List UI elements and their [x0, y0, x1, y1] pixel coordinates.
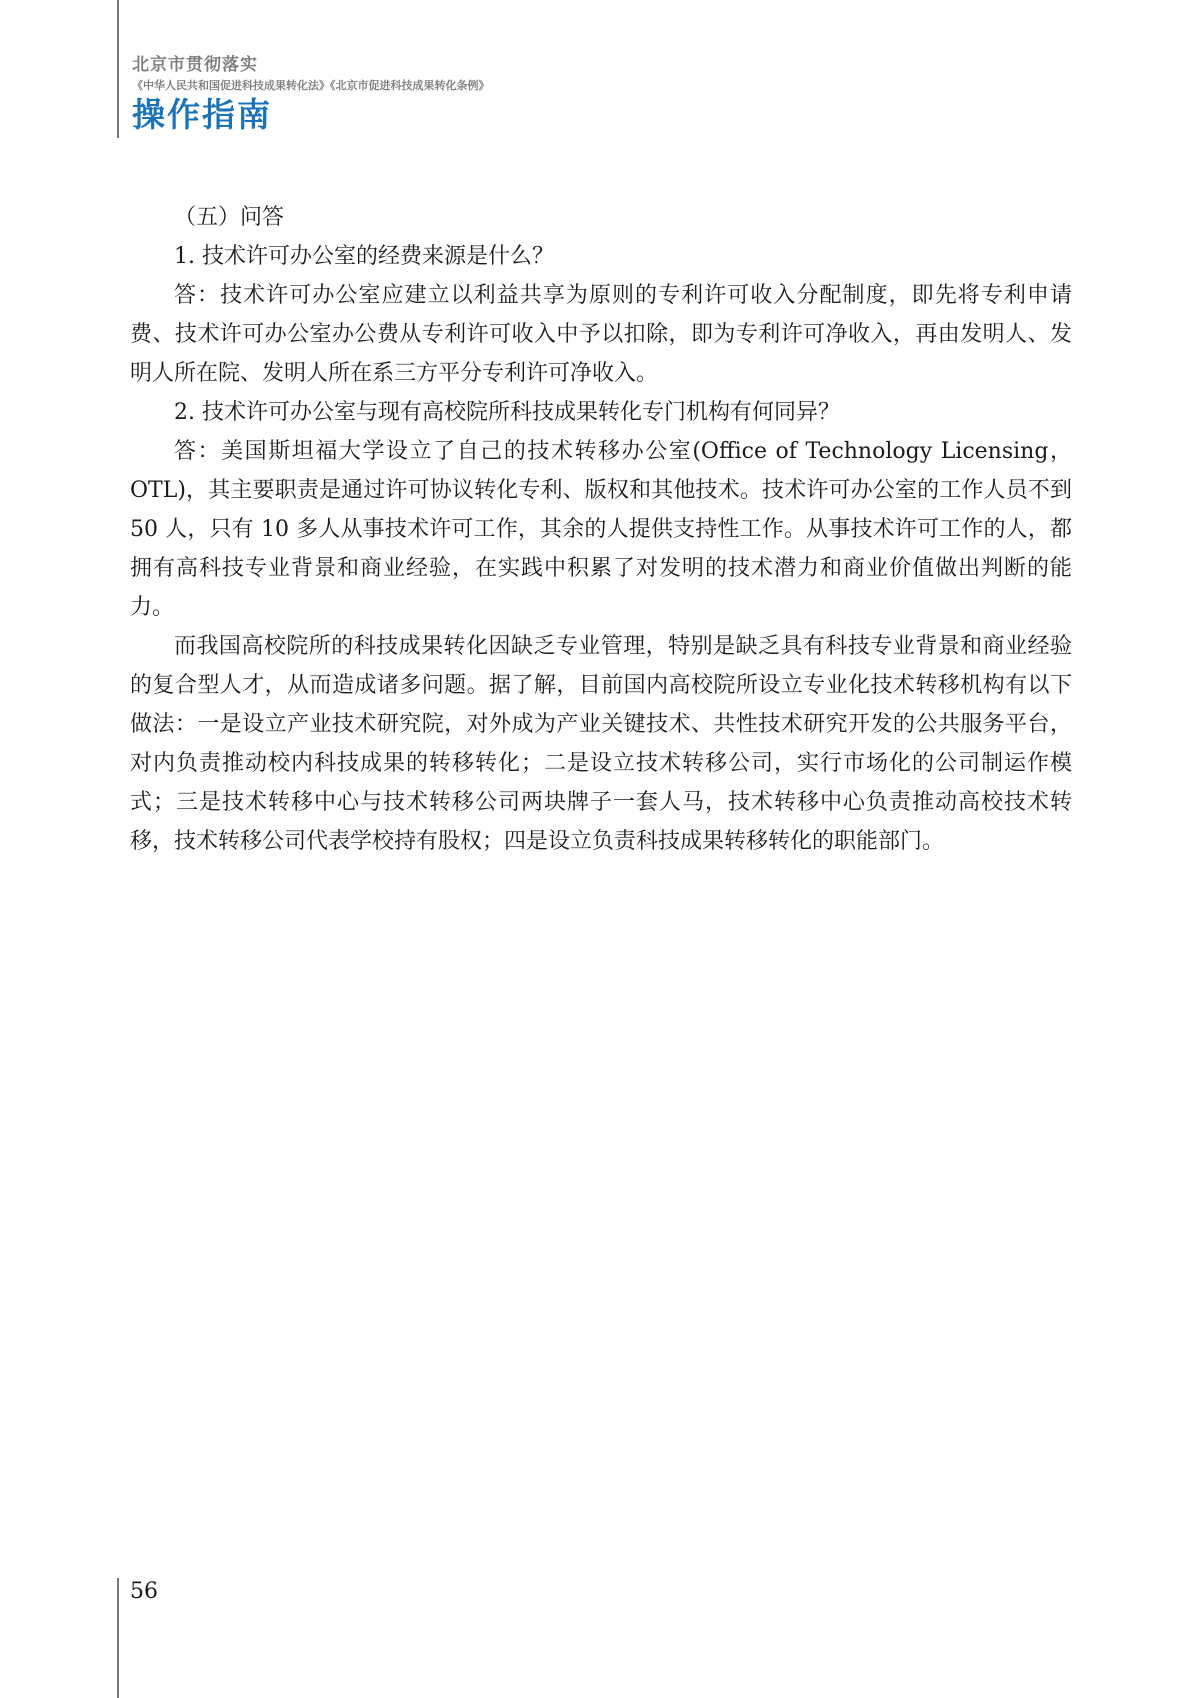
page-body — [130, 198, 1072, 861]
answer-1: 答：技术许可办公室应建立以利益共享为原则的专利许可收入分配制度，即先将专利申请费、技术许可办公室办公费从专利许可收入中予以扣除，即为专利许可净收入，再由发明人、发明人所在院、发明人所在系三方平分专利许可净收入。 — [130, 283, 1072, 386]
footer-divider-line — [117, 1578, 119, 1698]
header-guide-title: 操作指南 — [132, 95, 272, 134]
question-1: 1. 技术许可办公室的经费来源是什么？ — [174, 244, 554, 269]
header-title: 北京市贯彻落实 — [132, 55, 258, 75]
answer-2: 答：美国斯坦福大学设立了自己的技术转移办公室(Office of Technology Licensing，OTL)，其主要职责是通过许可协议转化专利、版权和其他技术。技术许可办公室的工作人员不到 50 人，只有 10 多人从事技术许可工作，其余的人提供支持性工作。从事技术许可工作的人，都拥有高科技专业背景和商业经验，在实践中积累了对发明的技术潜力和商业价值做出判断的能力。 — [130, 439, 1072, 620]
question-2: 2. 技术许可办公室与现有高校院所科技成果转化专门机构有何同异？ — [174, 400, 840, 425]
header-divider-line — [117, 0, 119, 138]
section-heading: （五）问答 — [174, 205, 285, 230]
page-number: 56 — [130, 1579, 158, 1604]
body-paragraph: 而我国高校院所的科技成果转化因缺乏专业管理，特别是缺乏具有科技专业背景和商业经验的复合型人才，从而造成诸多问题。据了解，目前国内高校院所设立专业化技术转移机构有以下做法：一是设立产业技术研究院，对外成为产业关键技术、共性技术研究开发的公共服务平台，对内负责推动校内科技成果的转移转化；二是设立技术转移公司，实行市场化的公司制运作模式；三是技术转移中心与技术转移公司两块牌子一套人马，技术转移中心负责推动高校技术转移，技术转移公司代表学校持有股权；四是设立负责科技成果转移转化的职能部门。 — [130, 634, 1072, 854]
running-header — [132, 54, 490, 135]
header-subtitle: 《中华人民共和国促进科技成果转化法》《北京市促进科技成果转化条例》 — [132, 79, 490, 92]
